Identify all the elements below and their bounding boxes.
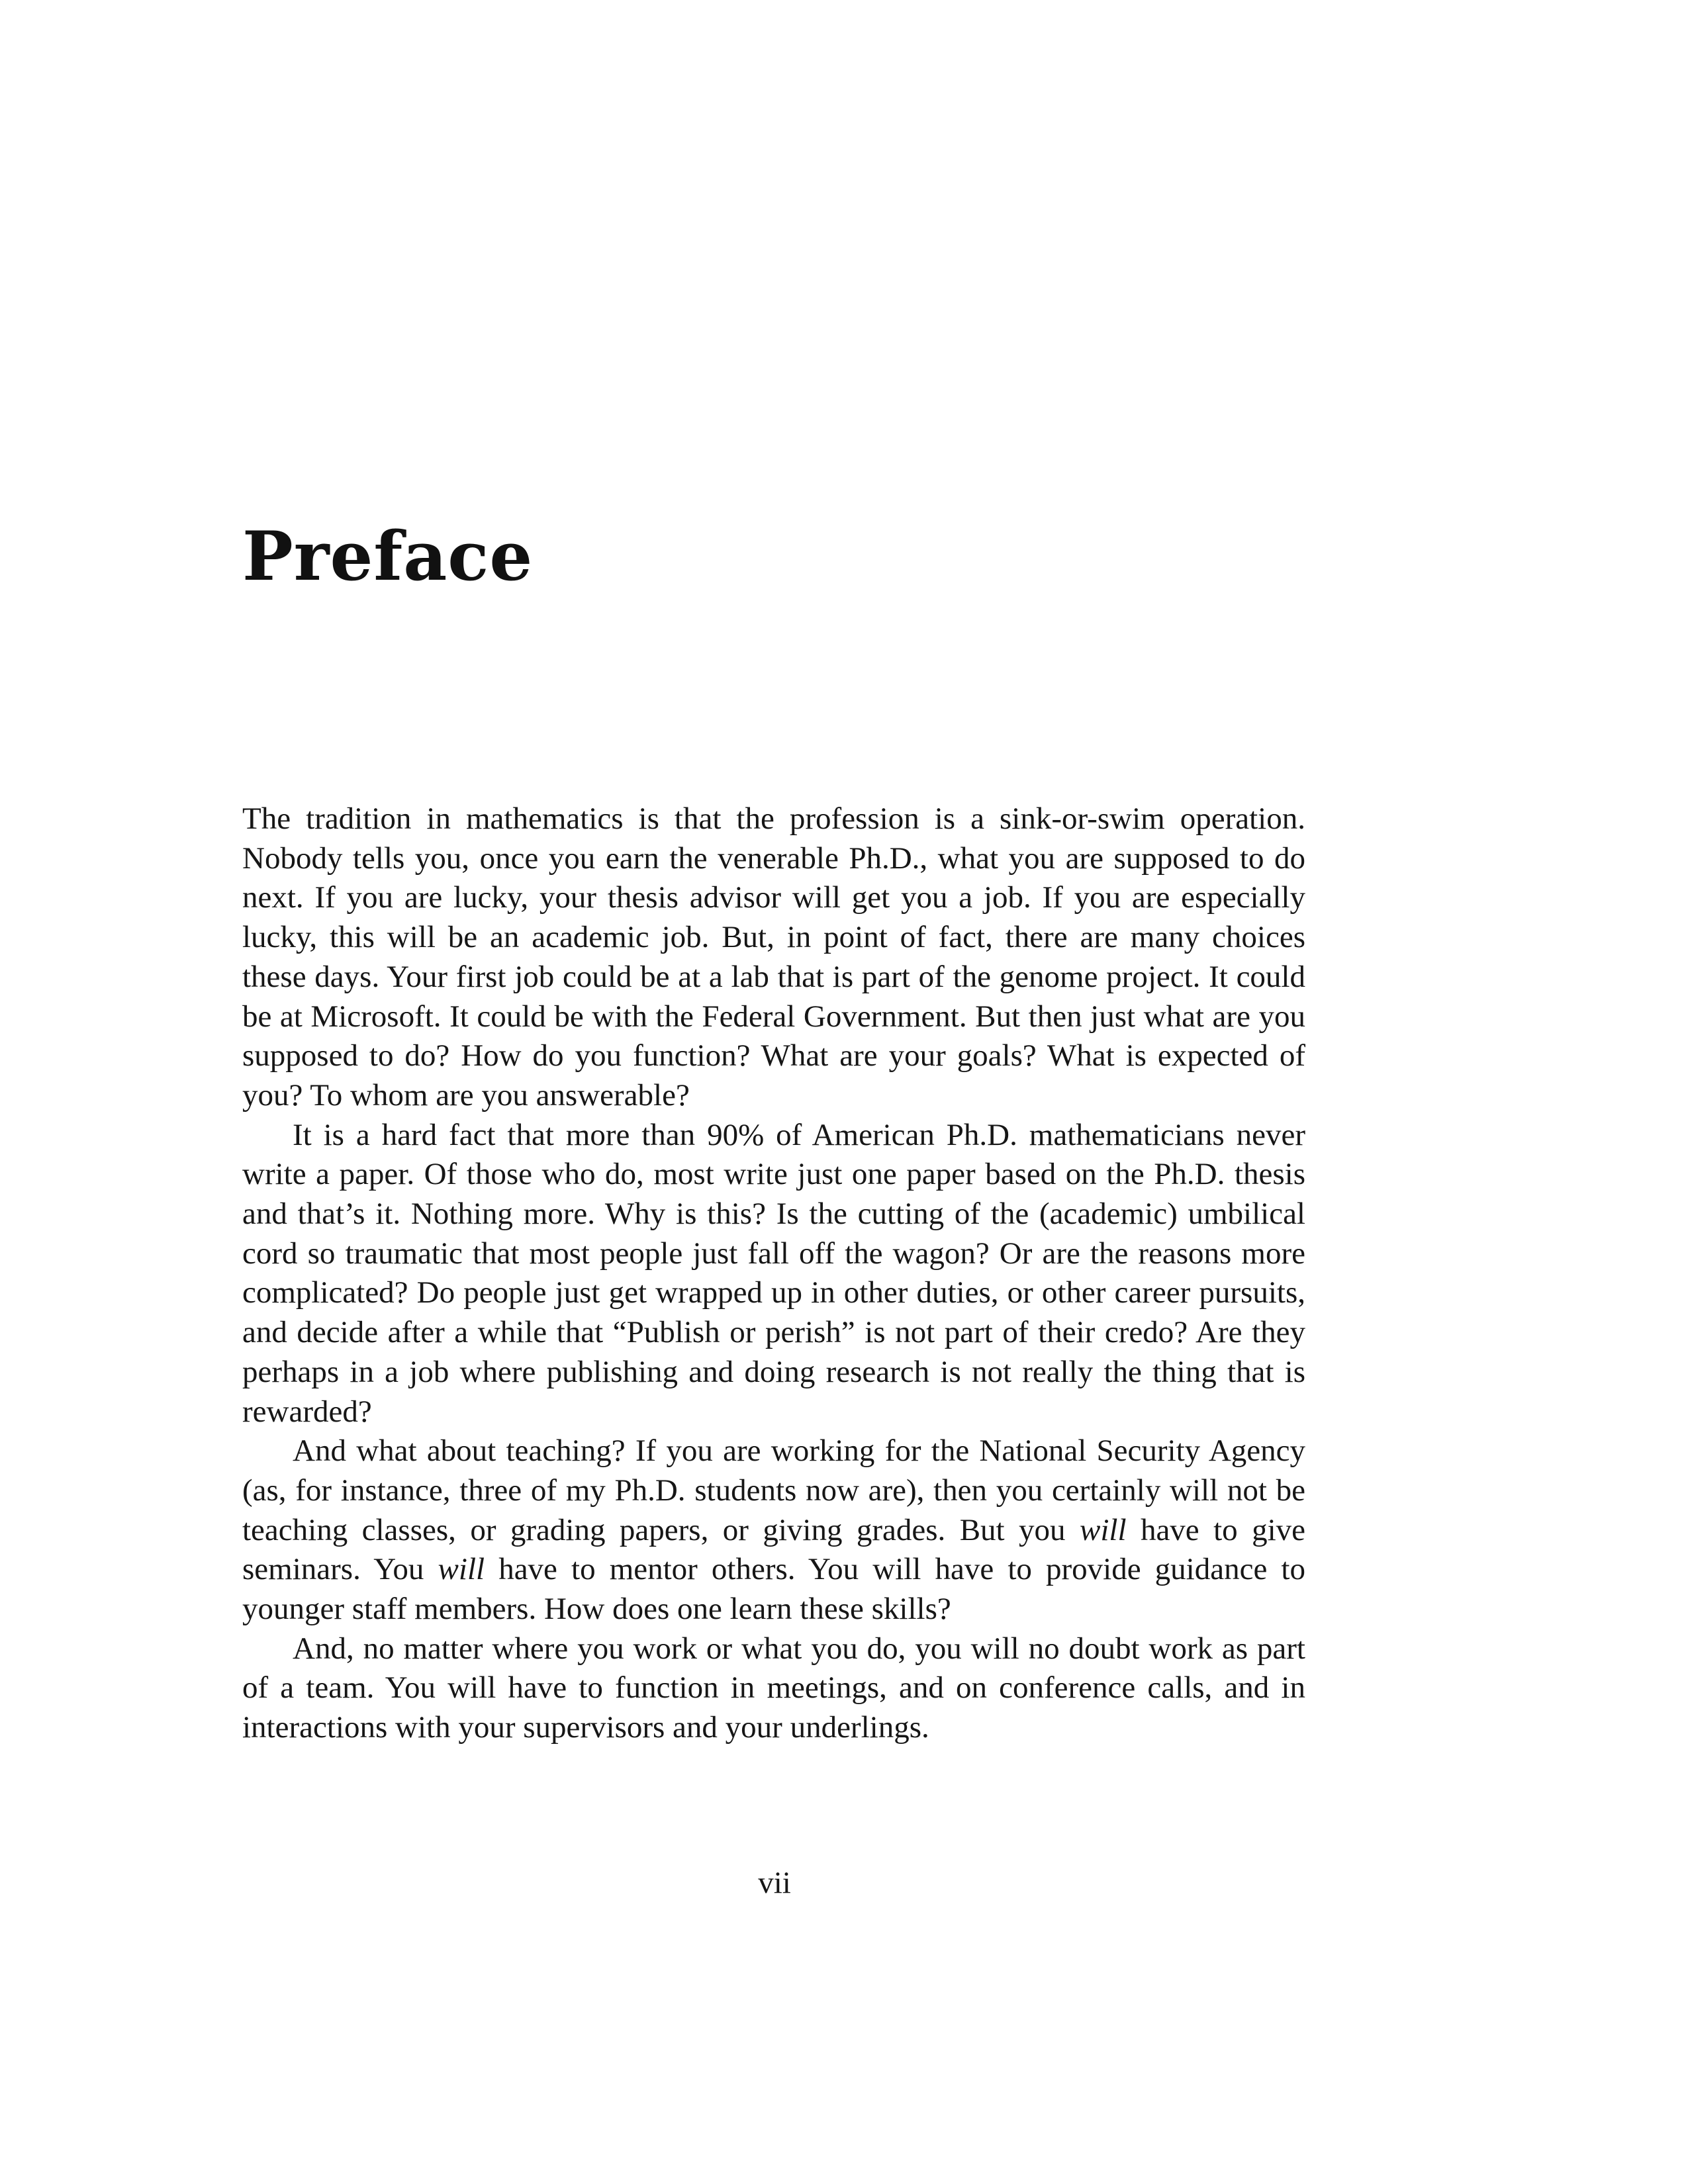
emphasis-will-1: will [1079, 1512, 1127, 1547]
paragraph-1: The tradition in mathematics is that the profession is a sink-or-swim operation. Nobody tells you, once you earn the venerable Ph.D., what you are supposed to do next. If you are lucky, your thesis advisor will get you a job. If you are especially lucky, this will be an academic job. But, in point of fact, there are many choices these days. Your first job could be at a lab that is part of the genome project. It could be at Microsoft. It could be with the Federal Government. But then just what are you supposed to do? How do you function? What are your goals? What is expected of you? To whom are you answerable? [242, 801, 1305, 1113]
paragraph-3-text-2: have to give seminars. You [242, 1512, 1306, 1587]
chapter-title: Preface [242, 517, 534, 596]
paragraph-3 [242, 1432, 1305, 1629]
paragraph-2: It is a hard fact that more than 90% of American Ph.D. mathematicians never write a paper. Of those who do, most write just one paper based on the Ph.D. thesis and that’s it. Nothing more. Why is this? Is the cutting of the (academic) umbilical cord so traumatic that most people just fall off the wagon? Or are the reasons more complicated? Do people just get wrapped up in other duties, or other career pursuits, and decide after a while that “Publish or perish” is not part of their credo? Are they perhaps in a job where publishing and doing research is not really the thing that is rewarded? [242, 1117, 1305, 1429]
paragraph-3-text-3: have to mentor others. You will have to provide guidance to younger staff members. How does one learn these skills? [242, 1552, 1305, 1627]
paragraph-4: And, no matter where you work or what you do, you will no doubt work as part of a team. You will have to function in meetings, and on conference calls, and in interactions with your supervisors and your underlings. [242, 1631, 1305, 1745]
page-number: vii [758, 1866, 791, 1900]
body-text [242, 799, 1305, 1748]
paragraph-3-text-1: And what about teaching? If you are working for the National Security Agency (as, for instance, three of my Ph.D. students now are), then you certainly will not be teaching classes, or grading papers, or giving grades. But you [242, 1433, 1305, 1547]
emphasis-will-2: will [438, 1552, 485, 1587]
